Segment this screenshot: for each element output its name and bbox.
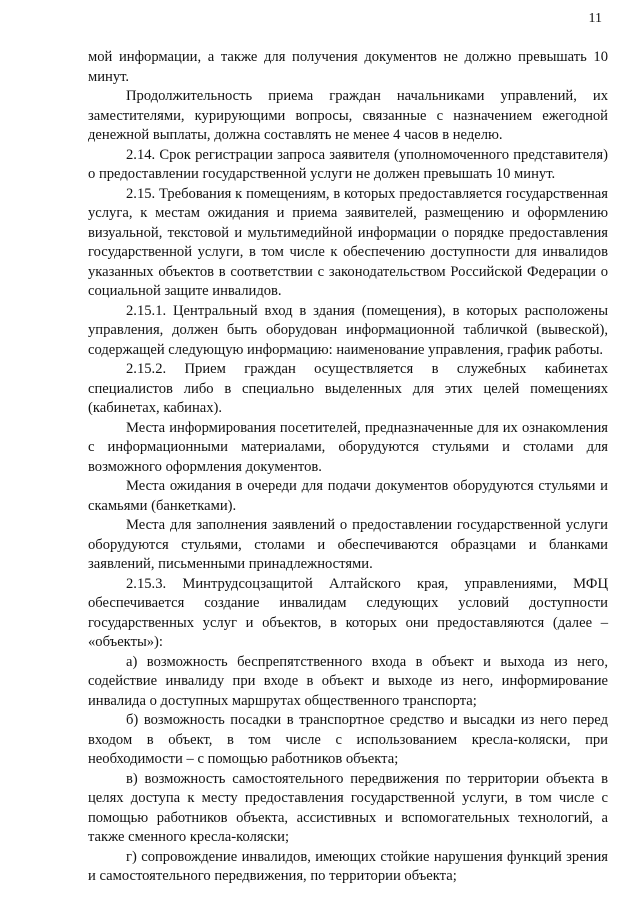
- paragraph: 2.14. Срок регистрации запроса заявителя (уполномоченного представителя) о предоставлении государственной услуги не должен превышать 10 минут.: [88, 146, 608, 182]
- document-body: [88, 48, 608, 887]
- paragraph: Места информирования посетителей, предназначенные для их ознакомления с информационными материалами, оборудуются стульями и столами для возможного оформления документов.: [88, 419, 608, 475]
- paragraph: г) сопровождение инвалидов, имеющих стойкие нарушения функций зрения и самостоятельного передвижения, по территории объекта;: [88, 848, 608, 884]
- page-number: 11: [588, 11, 602, 26]
- paragraph: Места ожидания в очереди для подачи документов оборудуются стульями и скамьями (банкетками).: [88, 478, 608, 514]
- paragraph: а) возможность беспрепятственного входа в объект и выхода из него, содействие инвалиду при входе в объект и выходе из него, информирование инвалида о доступных маршрутах общественного транспорта;: [88, 653, 608, 709]
- paragraph: 2.15.3. Минтрудсоцзащитой Алтайского края, управлениями, МФЦ обеспечивается создание инвалидам следующих условий доступности государственных услуг и объектов, в которых они предоставляются (далее – «объекты»):: [88, 575, 608, 650]
- paragraph: мой информации, а также для получения документов не должно превышать 10 минут.: [88, 49, 608, 85]
- paragraph: Места для заполнения заявлений о предоставлении государственной услуги оборудуются стульями, столами и обеспечиваются образцами и бланками заявлений, письменными принадлежностями.: [88, 517, 608, 572]
- paragraph: 2.15.2. Прием граждан осуществляется в служебных кабинетах специалистов либо в специально выделенных для этих целей помещениях (кабинетах, кабинах).: [88, 361, 608, 416]
- paragraph: 2.15.1. Центральный вход в здания (помещения), в которых расположены управления, должен быть оборудован информационной табличкой (вывеской), содержащей следующую информацию: наименование управления, график работы.: [88, 302, 608, 358]
- paragraph: в) возможность самостоятельного передвижения по территории объекта в целях доступа к месту предоставления государственной услуги, в том числе с помощью работников объекта, ассистивных и вспомогательных технологий, а также сменного кресла-коляски;: [88, 770, 608, 845]
- paragraph: 2.15. Требования к помещениям, в которых предоставляется государственная услуга, к местам ожидания и приема заявителей, размещению и оформлению визуальной, текстовой и мультимедийной информации о порядке предоставления государственной услуги, в том числе к обеспечению доступности для инвалидов указанных объектов в соответствии с законодательством Российской Федерации о социальной защите инвалидов.: [88, 185, 608, 299]
- paragraph: б) возможность посадки в транспортное средство и высадки из него перед входом в объект, в том числе с использованием кресла-коляски, при необходимости – с помощью работников объекта;: [88, 712, 608, 767]
- paragraph: Продолжительность приема граждан начальниками управлений, их заместителями, курирующими вопросы, связанные с назначением ежегодной денежной выплаты, должна составлять не менее 4 часов в неделю.: [88, 88, 608, 143]
